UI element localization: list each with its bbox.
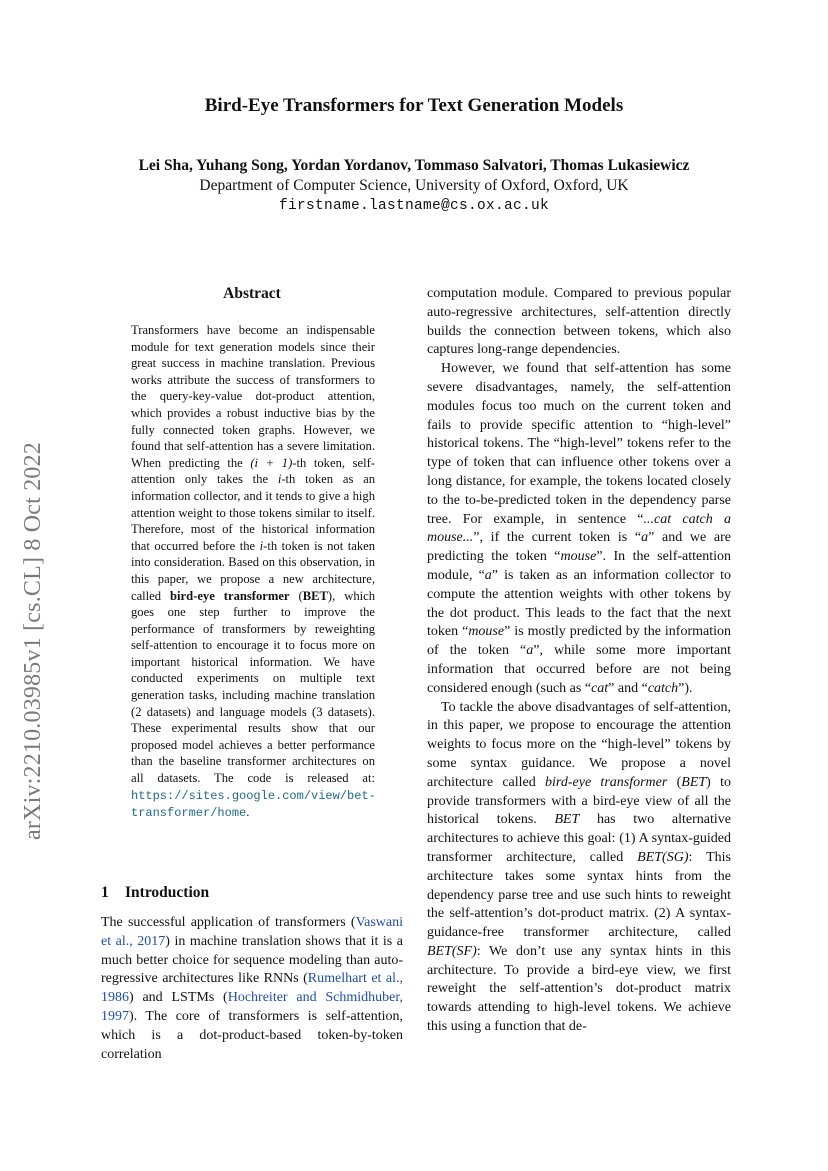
abstract-heading: Abstract — [223, 285, 281, 302]
model-name-bold: bird-eye transformer — [170, 588, 290, 603]
section-title: Introduction — [125, 884, 210, 901]
abstract-text: Transformers have become an indispensable module for text generation models since their great success in machine translation. Previous works attribute the success of transformers to the query-key-value dot-product attention, which provides a robust inductive bias by the fully connected token graphs. However, we found that self-attention has a severe limitation. When predicting the (i + 1)-th token, self-attention only takes the i-th token as an information collector, and it tends to give a high attention weight to those tokens similar to itself. Therefore, most of the historical information that occurred before the i-th token is not taken into consideration. Based on this observation, in this paper, we propose a new architecture, called bird-eye transformer (BET), which goes one step further to improve the performance of transformers by reweighting self-attention to encourage it to focus more on important historical information. We have conducted experiments on multiple text generation tasks, including machine translation (2 datasets) and language models (3 datasets). These experimental results show that our proposed model achieves a better performance than the baseline transformer architectures on all datasets. The code is released at: https://sites.google.com/view/bet-transformer/home. — [131, 323, 376, 821]
body-paragraph: To tackle the above disadvantages of self-attention, in this paper, we propose to encourage the attention weights to focus more on the “high-level” tokens by some syntax guidance. We propose a novel architecture called bird-eye transformer (BET) to provide transformers with a bird-eye view of all the historical tokens. BET has two alternative architectures to achieve this goal: (1) A syntax-guided transformer architecture, called BET(SG): This architecture takes some syntax hints from the dependency parse tree and use such hints to reweight the self-attention’s dot-product matrix. (2) A syntax-guidance-free transformer architecture, called BET(SF): We don’t use any syntax hints in this architecture. To provide a bird-eye view, we first reweight the self-attention’s dot-product matrix towards attending to high-level tokens. We achieve this using a function that de- — [427, 699, 731, 1035]
paper-title: Bird-Eye Transformers for Text Generation Models — [204, 95, 624, 116]
code-url-link[interactable]: https://sites.google.com/view/bet-transformer/home — [131, 788, 376, 821]
introduction-paragraph: The successful application of transformers (Vaswani et al., 2017) in machine translation shows that it is a much better choice for sequence modeling than auto-regressive architectures like RNNs (Rumelhart et al., 1986) and LSTMs (Hochreiter and Schmidhuber, 1997). The core of transformers is self-attention, which is a dot-product-based token-by-token correlation — [101, 915, 403, 1062]
citation-link[interactable]: Hochreiter and Schmidhuber, 1997 — [101, 990, 403, 1024]
body-paragraph: However, we found that self-attention has some severe disadvantages, namely, the self-attention modules focus too much on the current token and fails to provide specific attention to “high-level” historical tokens. The “high-level” tokens refer to the type of token that can influence other tokens over a long distance, for example, the tokens located closely to the to-be-predicted token in the dependency parse tree. For example, in sentence “...cat catch a mouse...”, if the current token is “a” and we are predicting the token “mouse”. In the self-attention module, “a” is taken as an information collector to compute the attention weights with other tokens by the dot product. This leads to the fact that the next token “mouse” is mostly predicted by the information of the token “a”, while some more important information that occurred before are not being considered enough (such as “cat” and “catch”). — [427, 361, 732, 696]
section-number: 1 — [101, 884, 109, 901]
math-i-plus-1: (i + 1) — [250, 455, 293, 470]
right-column — [427, 285, 731, 1037]
body-paragraph: computation module. Compared to previous popular auto-regressive architectures, self-attention directly builds the connection between tokens, which also captures long-range dependencies. — [427, 286, 731, 358]
section-heading-introduction — [101, 884, 209, 902]
author-list: Lei Sha, Yuhang Song, Yordan Yordanov, Tommaso Salvatori, Thomas Lukasiewicz — [138, 157, 690, 174]
author-email: firstname.lastname@cs.ox.ac.uk — [278, 198, 550, 214]
citation-link[interactable]: Rumelhart et al., 1986 — [101, 971, 403, 1006]
math-i: i — [259, 538, 264, 553]
model-acronym-bold: BET — [302, 588, 328, 603]
affiliation: Department of Computer Science, University of Oxford, Oxford, UK — [199, 177, 629, 194]
citation-link[interactable]: Vaswani et al., 2017 — [101, 915, 403, 949]
arxiv-identifier: arXiv:2210.03985v1 [cs.CL] 8 Oct 2022 — [20, 441, 46, 840]
math-i: i — [277, 472, 282, 487]
